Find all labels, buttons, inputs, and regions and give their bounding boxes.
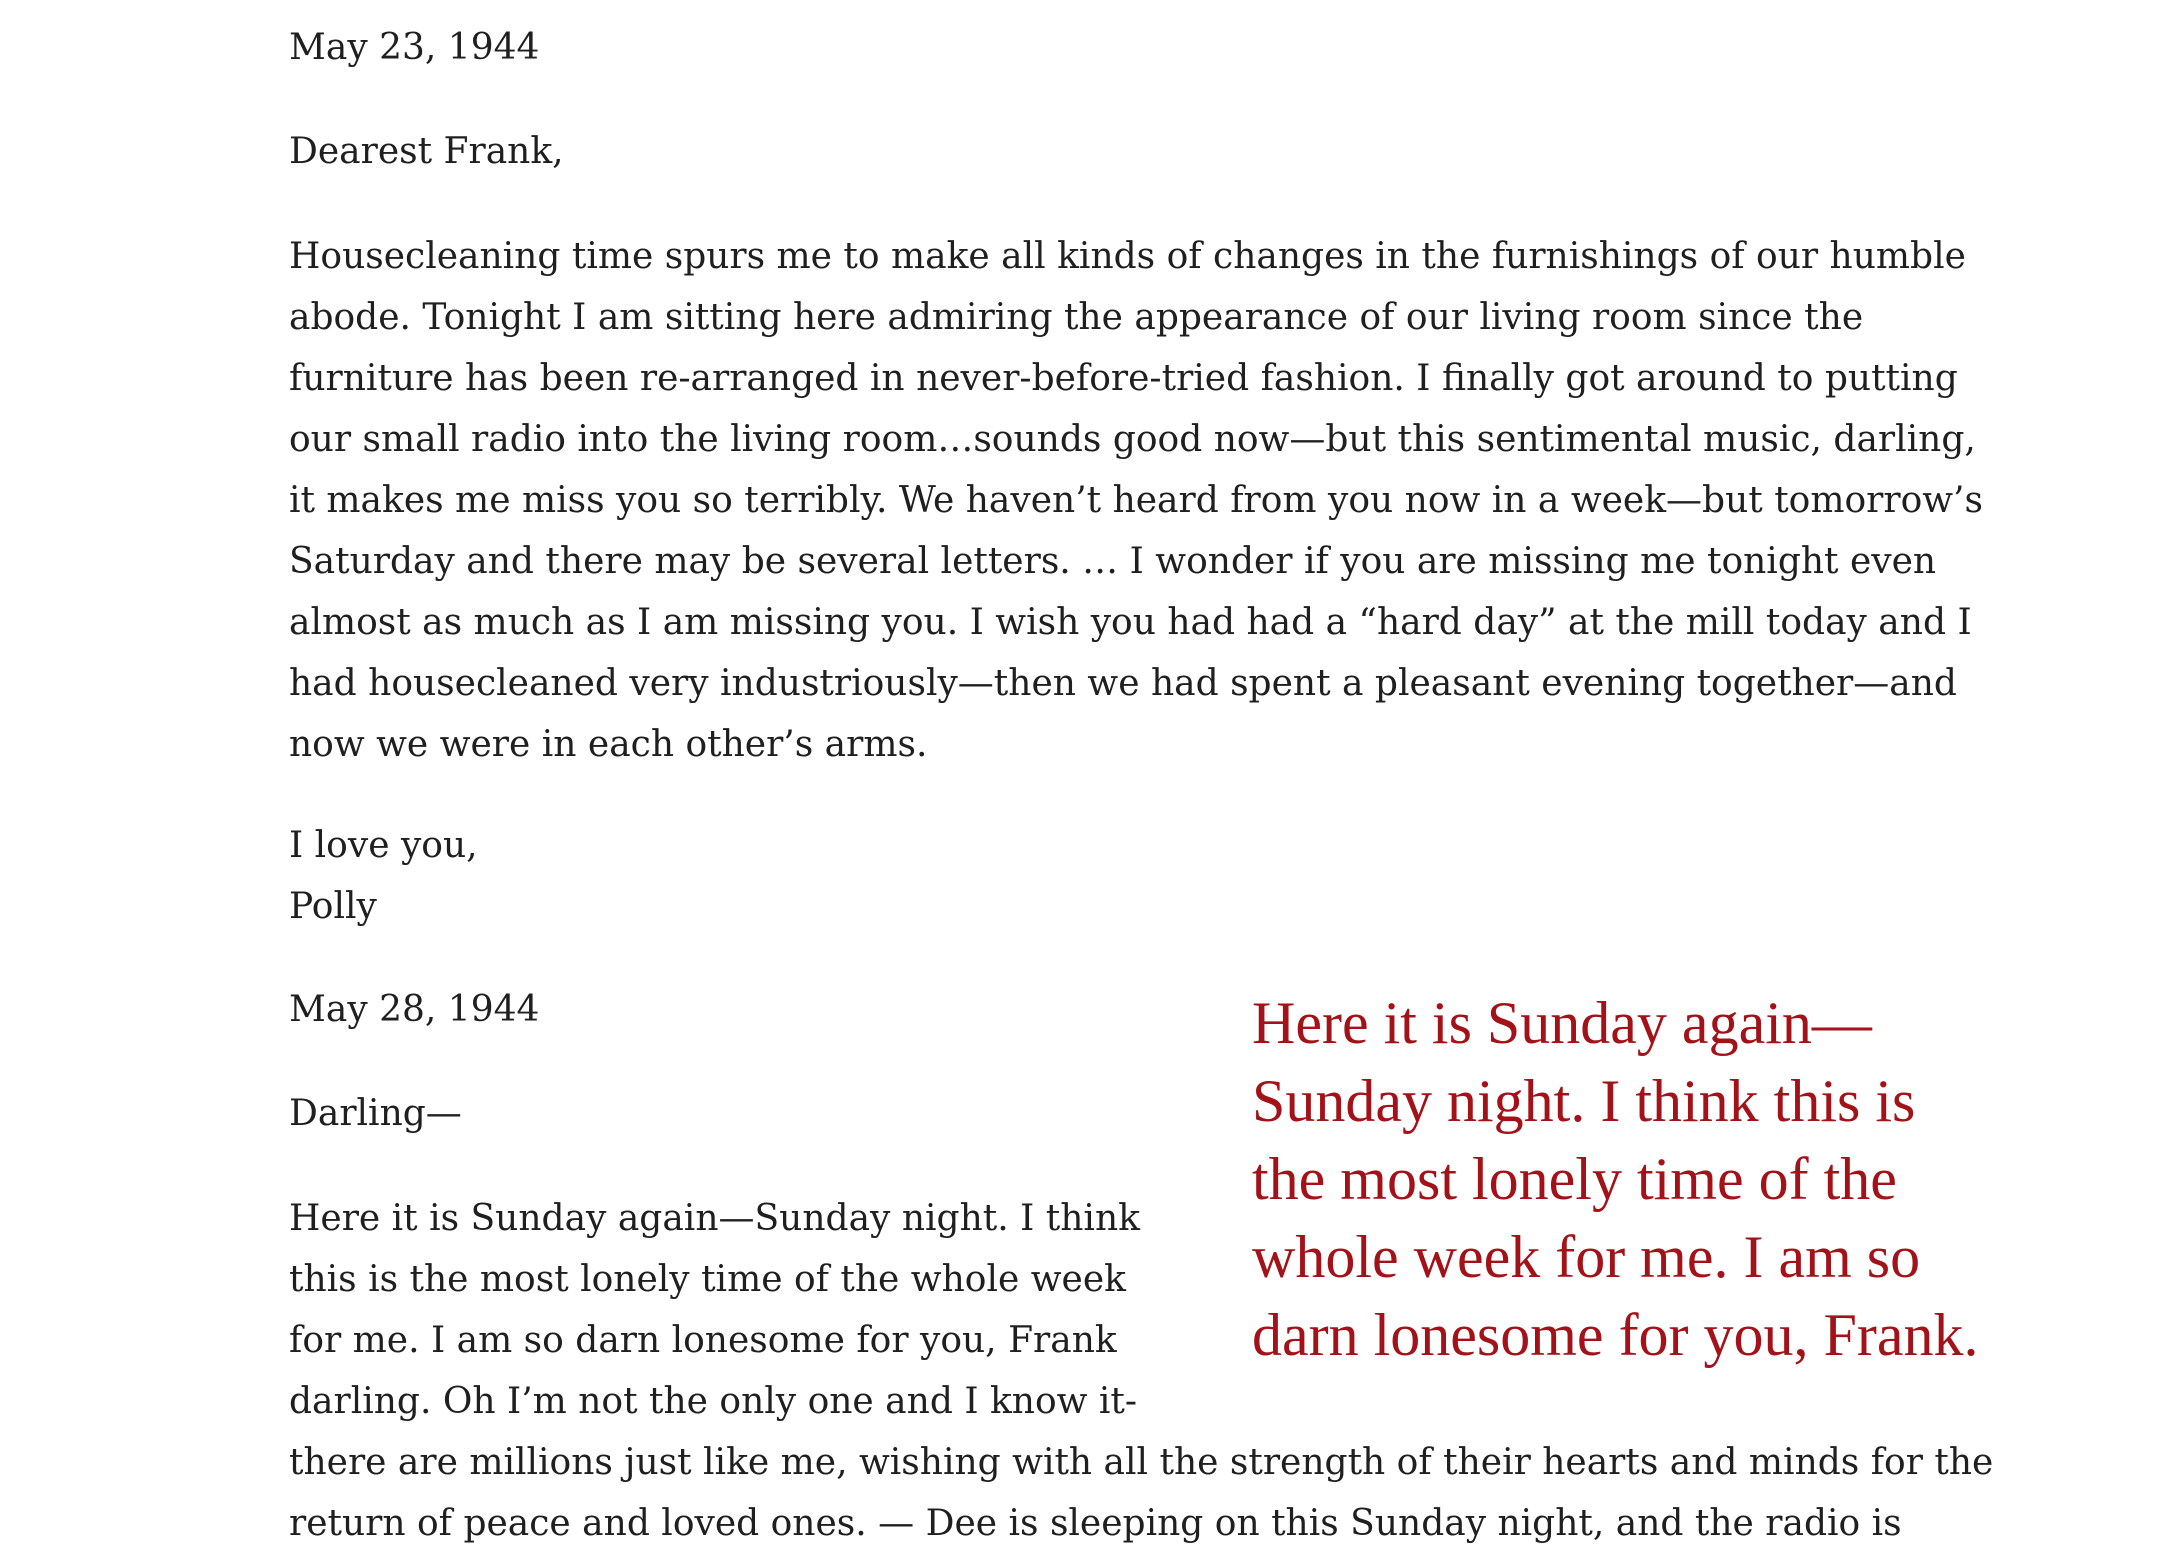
letter1-date bbox=[289, 18, 539, 79]
letter2-date bbox=[289, 980, 539, 1041]
letter1-salutation bbox=[289, 122, 564, 183]
pull-quote-line: darn lonesome for you, Frank. bbox=[1252, 1302, 1979, 1368]
body-line: for me. I am so darn lonesome for you, Frank bbox=[289, 1320, 1117, 1361]
salutation-text: Dearest Frank, bbox=[289, 131, 564, 172]
body-line: now we were in each other’s arms. bbox=[289, 724, 928, 765]
body-line: it makes me miss you so terribly. We haven’t heard from you now in a week—but tomorrow’s bbox=[289, 480, 1983, 521]
date-text: May 28, 1944 bbox=[289, 989, 540, 1030]
pull-quote-line: Here it is Sunday again— bbox=[1252, 990, 1872, 1056]
letter1-body bbox=[289, 226, 1983, 775]
body-line: Saturday and there may be several letters. … I wonder if you are missing me tonight even bbox=[289, 541, 1937, 582]
body-line: had housecleaned very industriously—then we had spent a pleasant evening together—and bbox=[289, 663, 1957, 704]
pull-quote bbox=[1252, 984, 1979, 1374]
body-line: Here it is Sunday again—Sunday night. I think bbox=[289, 1198, 1140, 1239]
salutation-text: Darling— bbox=[289, 1093, 462, 1134]
body-line: return of peace and loved ones. — Dee is sleeping on this Sunday night, and the radio is bbox=[289, 1503, 1902, 1544]
body-line: there are millions just like me, wishing with all the strength of their hearts and minds for the bbox=[289, 1442, 1994, 1483]
letter2-salutation bbox=[289, 1084, 462, 1145]
body-line: Housecleaning time spurs me to make all kinds of changes in the furnishings of our humble bbox=[289, 236, 1966, 277]
body-line: almost as much as I am missing you. I wish you had had a “hard day” at the mill today and I bbox=[289, 602, 1972, 643]
body-line: darling. Oh I’m not the only one and I know it- bbox=[289, 1381, 1138, 1422]
body-line: furniture has been re-arranged in never-before-tried fashion. I finally got around to putting bbox=[289, 358, 1958, 399]
body-line: our small radio into the living room…sounds good now—but this sentimental music, darling, bbox=[289, 419, 1976, 460]
body-line: this is the most lonely time of the whole week bbox=[289, 1259, 1126, 1300]
pull-quote-line: whole week for me. I am so bbox=[1252, 1224, 1921, 1290]
signature-text: Polly bbox=[289, 886, 377, 927]
pull-quote-line: Sunday night. I think this is bbox=[1252, 1068, 1916, 1134]
date-text: May 23, 1944 bbox=[289, 27, 540, 68]
letter1-closing bbox=[289, 815, 478, 937]
pull-quote-line: the most lonely time of the bbox=[1252, 1146, 1897, 1212]
closing-text: I love you, bbox=[289, 825, 478, 866]
body-line: abode. Tonight I am sitting here admiring the appearance of our living room since the bbox=[289, 297, 1864, 338]
